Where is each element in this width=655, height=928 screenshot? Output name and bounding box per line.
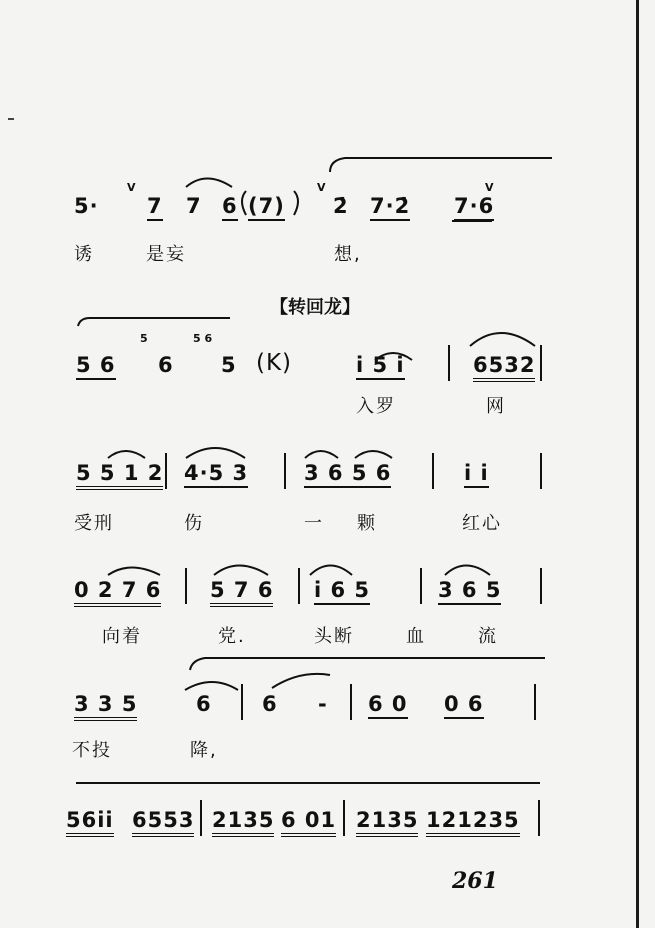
grace-note: 5 (140, 332, 148, 345)
note: 3 6 5 (438, 578, 501, 605)
note: 2135 (356, 808, 418, 837)
barline (298, 568, 300, 604)
lyric: 受刑 (74, 513, 114, 534)
lyric: 入罗 (356, 396, 396, 417)
barline (448, 345, 450, 381)
barline (538, 800, 540, 836)
barline (420, 568, 422, 604)
page-edge-line (636, 0, 639, 928)
breath-mark: V (485, 181, 494, 194)
note: 2135 (212, 808, 274, 837)
barline (432, 453, 434, 489)
note: 6 (158, 353, 174, 377)
lyric: 不投 (72, 740, 112, 761)
note: 6553 (132, 808, 194, 837)
note: 7 (186, 194, 202, 218)
lyric: 一 (304, 513, 324, 534)
lyric: 向着 (102, 626, 142, 647)
barline (165, 453, 167, 489)
note: i 6 5 (314, 578, 370, 605)
note: 4·5 3 (184, 461, 248, 488)
note: 5 7 6 (210, 578, 273, 607)
barline (241, 684, 243, 720)
breath-mark: V (317, 181, 326, 194)
note: - (318, 692, 328, 716)
lyric: 头断 (314, 626, 354, 647)
note: 5 6 (76, 353, 116, 380)
barline (284, 453, 286, 489)
barline (350, 684, 352, 720)
note: 56ii (66, 808, 114, 837)
section-label: 【转回龙】 (270, 297, 360, 318)
note: 7 (147, 194, 163, 221)
note: 7·6 (454, 194, 494, 221)
lyric: 党. (218, 626, 246, 647)
barline (540, 453, 542, 489)
lyric: 想, (334, 244, 362, 265)
barline (200, 800, 202, 836)
note: 5 5 1 2 (76, 461, 163, 490)
note: 6 (222, 194, 238, 221)
lyric: 诱 (74, 244, 94, 265)
lyric: 降, (190, 740, 218, 761)
note: 0 2 7 6 (74, 578, 161, 607)
breath-mark: V (127, 181, 136, 194)
lyric: 颗 (357, 513, 377, 534)
note: i 5 i (356, 353, 405, 380)
lyric: 伤 (184, 513, 204, 534)
note: 3 3 5 (74, 692, 137, 721)
note: (K) (256, 350, 293, 376)
note: 6 0 (368, 692, 408, 719)
barline (185, 568, 187, 604)
note: 121235 (426, 808, 520, 837)
barline (343, 800, 345, 836)
note: 6 01 (281, 808, 336, 837)
page-number: 261 (452, 868, 498, 894)
lyric: 网 (486, 396, 506, 417)
barline (534, 684, 536, 720)
note: 0 6 (444, 692, 484, 719)
lyric: 血 (406, 626, 426, 647)
note: 5 (221, 353, 237, 377)
note: 2̇ (333, 194, 349, 218)
grace-note: 5 6 (193, 332, 213, 345)
note: 6 (262, 692, 278, 716)
note: 6532 (473, 353, 535, 382)
scan-speck (8, 118, 14, 120)
note: 3 6 5 6 (304, 461, 391, 488)
lyric: 是妄 (146, 244, 186, 265)
barline (540, 345, 542, 381)
lyric: 流 (478, 626, 498, 647)
barline (540, 568, 542, 604)
lyric: 红心 (462, 513, 502, 534)
note: 5· (74, 194, 99, 218)
note: 7·2̇ (370, 194, 410, 221)
note: 6 (196, 692, 212, 716)
note: (7) (248, 194, 285, 221)
note: i i (464, 461, 489, 488)
